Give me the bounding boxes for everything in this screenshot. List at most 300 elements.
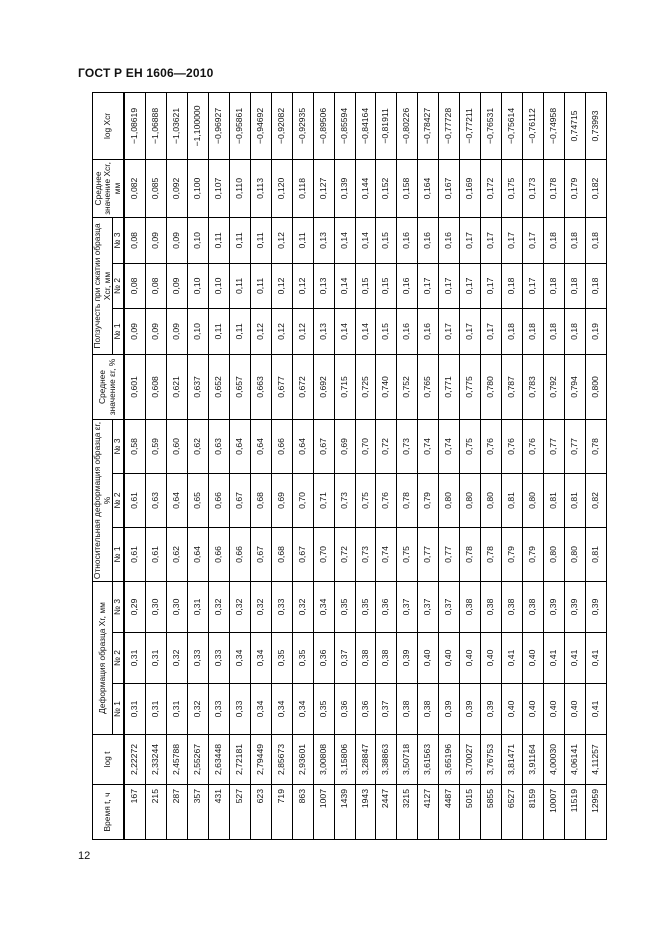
cell-mean-rel: 0,601 [124, 354, 146, 419]
cell-time: 719 [271, 785, 292, 840]
cell-creep-2: 0,13 [313, 263, 334, 308]
table-row [585, 92, 606, 839]
header-relative-deformation-group: Относительная деформация образца εr, % [93, 419, 113, 581]
cell-mean-rel: 0,677 [271, 354, 292, 419]
cell-creep-1: 0,13 [313, 308, 334, 354]
cell-time: 5015 [460, 785, 481, 840]
cell-def-2: 0,38 [376, 633, 397, 684]
cell-creep-2: 0,08 [124, 263, 146, 308]
cell-def-1: 0,38 [418, 684, 439, 735]
cell-mean-creep: 0,152 [376, 159, 397, 217]
cell-def-2: 0,40 [418, 633, 439, 684]
cell-rel-3: 0,76 [502, 419, 523, 473]
cell-rel-3: 0,64 [250, 419, 271, 473]
cell-rel-3: 0,72 [376, 419, 397, 473]
cell-creep-2: 0,17 [439, 263, 460, 308]
cell-log-t: 4,06141 [565, 735, 586, 785]
cell-def-1: 0,40 [502, 684, 523, 735]
cell-creep-2: 0,17 [460, 263, 481, 308]
cell-log-t: 3,00808 [313, 735, 334, 785]
cell-mean-rel: 0,692 [313, 354, 334, 419]
cell-rel-1: 0,80 [544, 527, 565, 581]
cell-def-1: 0,36 [355, 684, 376, 735]
cell-log-xcr: −0,76531 [481, 92, 502, 159]
cell-time: 12959 [585, 785, 606, 840]
cell-def-1: 0,31 [166, 684, 187, 735]
cell-log-xcr: −0,81911 [376, 92, 397, 159]
cell-mean-rel: 0,608 [145, 354, 166, 419]
cell-log-t: 3,76753 [481, 735, 502, 785]
cell-rel-2: 0,64 [166, 473, 187, 527]
cell-rel-3: 0,70 [355, 419, 376, 473]
cell-creep-1: 0,19 [585, 308, 606, 354]
cell-log-xcr: −0,92082 [271, 92, 292, 159]
cell-time: 8159 [523, 785, 544, 840]
cell-creep-2: 0,12 [271, 263, 292, 308]
cell-rel-3: 0,77 [544, 419, 565, 473]
cell-creep-3: 0,17 [481, 217, 502, 263]
cell-creep-2: 0,14 [334, 263, 355, 308]
cell-creep-3: 0,09 [166, 217, 187, 263]
cell-creep-1: 0,15 [376, 308, 397, 354]
cell-def-2: 0,34 [229, 633, 250, 684]
header-creep-sample-1: № 1 [113, 308, 124, 354]
table-row [166, 92, 187, 839]
header-log-t: log t [93, 735, 124, 785]
cell-creep-1: 0,18 [523, 308, 544, 354]
cell-rel-3: 0,62 [187, 419, 208, 473]
table-row [481, 92, 502, 839]
cell-rel-2: 0,66 [208, 473, 229, 527]
cell-time: 357 [187, 785, 208, 840]
cell-rel-2: 0,71 [313, 473, 334, 527]
cell-mean-rel: 0,725 [355, 354, 376, 419]
table-row [439, 92, 460, 839]
cell-creep-1: 0,18 [502, 308, 523, 354]
cell-mean-creep: 0,164 [418, 159, 439, 217]
cell-log-xcr: −0,77211 [460, 92, 481, 159]
cell-mean-creep: 0,113 [250, 159, 271, 217]
cell-rel-1: 0,70 [313, 527, 334, 581]
cell-log-xcr: −0,76112 [523, 92, 544, 159]
table-body [124, 92, 607, 839]
cell-def-2: 0,41 [585, 633, 606, 684]
cell-rel-3: 0,60 [166, 419, 187, 473]
cell-mean-rel: 0,715 [334, 354, 355, 419]
cell-mean-creep: 0,182 [585, 159, 606, 217]
cell-def-3: 0,38 [481, 581, 502, 632]
cell-creep-1: 0,16 [418, 308, 439, 354]
cell-creep-1: 0,09 [166, 308, 187, 354]
cell-log-t: 2,79449 [250, 735, 271, 785]
cell-def-1: 0,33 [229, 684, 250, 735]
cell-rel-1: 0,80 [565, 527, 586, 581]
cell-creep-3: 0,18 [544, 217, 565, 263]
cell-def-2: 0,37 [334, 633, 355, 684]
cell-mean-rel: 0,740 [376, 354, 397, 419]
cell-log-xcr: −0,94692 [250, 92, 271, 159]
cell-rel-3: 0,74 [439, 419, 460, 473]
cell-rel-3: 0,69 [334, 419, 355, 473]
cell-log-t: 2,55267 [187, 735, 208, 785]
cell-mean-creep: 0,110 [229, 159, 250, 217]
cell-creep-2: 0,11 [250, 263, 271, 308]
cell-log-t: 2,33244 [145, 735, 166, 785]
cell-log-t: 2,22272 [124, 735, 146, 785]
cell-def-1: 0,32 [187, 684, 208, 735]
cell-creep-3: 0,18 [565, 217, 586, 263]
cell-rel-2: 0,70 [292, 473, 313, 527]
cell-rel-2: 0,73 [334, 473, 355, 527]
cell-def-3: 0,38 [523, 581, 544, 632]
cell-def-1: 0,36 [334, 684, 355, 735]
cell-log-t: 2,72181 [229, 735, 250, 785]
cell-mean-rel: 0,780 [481, 354, 502, 419]
cell-rel-3: 0,63 [208, 419, 229, 473]
cell-log-xcr: −0,89506 [313, 92, 334, 159]
table-row [334, 92, 355, 839]
cell-mean-creep: 0,107 [208, 159, 229, 217]
table-row [208, 92, 229, 839]
cell-creep-1: 0,12 [250, 308, 271, 354]
header-deformation-group: Деформация образца Xr, мм [93, 581, 113, 734]
cell-creep-2: 0,15 [355, 263, 376, 308]
cell-log-xcr: 0,73993 [585, 92, 606, 159]
cell-creep-1: 0,10 [187, 308, 208, 354]
cell-mean-creep: 0,118 [292, 159, 313, 217]
cell-creep-3: 0,17 [460, 217, 481, 263]
cell-time: 3215 [397, 785, 418, 840]
header-rel-sample-3: № 3 [113, 419, 124, 473]
cell-def-2: 0,41 [544, 633, 565, 684]
header-creep-group: Ползучесть при сжатии образца Xcr, мм [93, 217, 113, 354]
cell-log-t: 2,93601 [292, 735, 313, 785]
cell-time: 4487 [439, 785, 460, 840]
cell-mean-creep: 0,120 [271, 159, 292, 217]
cell-creep-3: 0,17 [502, 217, 523, 263]
cell-mean-rel: 0,783 [523, 354, 544, 419]
table-row [355, 92, 376, 839]
cell-time: 287 [166, 785, 187, 840]
table-row [229, 92, 250, 839]
cell-creep-3: 0,17 [523, 217, 544, 263]
cell-def-1: 0,38 [397, 684, 418, 735]
cell-creep-2: 0,18 [544, 263, 565, 308]
cell-mean-rel: 0,652 [208, 354, 229, 419]
cell-def-3: 0,39 [544, 581, 565, 632]
cell-creep-1: 0,14 [355, 308, 376, 354]
cell-creep-1: 0,12 [271, 308, 292, 354]
cell-creep-2: 0,17 [523, 263, 544, 308]
cell-rel-2: 0,78 [397, 473, 418, 527]
cell-log-t: 3,65196 [439, 735, 460, 785]
cell-creep-1: 0,11 [229, 308, 250, 354]
cell-rel-1: 0,72 [334, 527, 355, 581]
cell-time: 167 [124, 785, 146, 840]
cell-log-t: 3,38863 [376, 735, 397, 785]
cell-mean-rel: 0,771 [439, 354, 460, 419]
cell-rel-2: 0,67 [229, 473, 250, 527]
cell-log-t: 3,81471 [502, 735, 523, 785]
cell-log-t: 3,15806 [334, 735, 355, 785]
cell-rel-1: 0,64 [187, 527, 208, 581]
cell-creep-1: 0,17 [460, 308, 481, 354]
cell-rel-2: 0,81 [565, 473, 586, 527]
cell-def-2: 0,41 [502, 633, 523, 684]
table-row [418, 92, 439, 839]
cell-rel-3: 0,77 [565, 419, 586, 473]
cell-creep-1: 0,09 [145, 308, 166, 354]
cell-creep-2: 0,08 [145, 263, 166, 308]
cell-rel-2: 0,75 [355, 473, 376, 527]
cell-creep-1: 0,17 [439, 308, 460, 354]
cell-creep-2: 0,11 [229, 263, 250, 308]
cell-creep-3: 0,16 [418, 217, 439, 263]
cell-def-1: 0,40 [565, 684, 586, 735]
cell-rel-2: 0,68 [250, 473, 271, 527]
cell-log-xcr: −0,78427 [418, 92, 439, 159]
cell-creep-3: 0,11 [208, 217, 229, 263]
cell-log-xcr: −1,08619 [124, 92, 146, 159]
cell-def-2: 0,33 [187, 633, 208, 684]
cell-rel-3: 0,58 [124, 419, 146, 473]
cell-mean-creep: 0,144 [355, 159, 376, 217]
cell-log-t: 3,70027 [460, 735, 481, 785]
cell-creep-1: 0,14 [334, 308, 355, 354]
cell-creep-2: 0,15 [376, 263, 397, 308]
cell-log-t: 4,00030 [544, 735, 565, 785]
cell-log-xcr: −0,74958 [544, 92, 565, 159]
cell-mean-creep: 0,082 [124, 159, 146, 217]
table-row [376, 92, 397, 839]
cell-def-3: 0,32 [250, 581, 271, 632]
table-row [313, 92, 334, 839]
cell-def-1: 0,35 [313, 684, 334, 735]
cell-creep-1: 0,18 [544, 308, 565, 354]
cell-def-1: 0,34 [250, 684, 271, 735]
cell-log-xcr: −0,92935 [292, 92, 313, 159]
cell-time: 431 [208, 785, 229, 840]
creep-data-table [92, 92, 607, 840]
header-time: Время t, ч [93, 785, 124, 840]
cell-rel-1: 0,66 [229, 527, 250, 581]
cell-creep-2: 0,16 [397, 263, 418, 308]
cell-mean-creep: 0,167 [439, 159, 460, 217]
cell-mean-creep: 0,100 [187, 159, 208, 217]
cell-mean-creep: 0,178 [544, 159, 565, 217]
cell-creep-3: 0,09 [145, 217, 166, 263]
page-number: 12 [78, 850, 91, 862]
header-creep-sample-3: № 3 [113, 217, 124, 263]
cell-def-1: 0,37 [376, 684, 397, 735]
cell-def-2: 0,32 [166, 633, 187, 684]
cell-log-t: 2,45788 [166, 735, 187, 785]
cell-log-xcr: −0,85594 [334, 92, 355, 159]
cell-log-xcr: 0,74715 [565, 92, 586, 159]
cell-def-2: 0,40 [439, 633, 460, 684]
header-rel-sample-2: № 2 [113, 473, 124, 527]
cell-def-3: 0,33 [271, 581, 292, 632]
cell-creep-2: 0,12 [292, 263, 313, 308]
cell-creep-3: 0,13 [313, 217, 334, 263]
table-row [544, 92, 565, 839]
cell-def-1: 0,40 [544, 684, 565, 735]
cell-rel-2: 0,81 [544, 473, 565, 527]
cell-def-3: 0,32 [292, 581, 313, 632]
cell-time: 1943 [355, 785, 376, 840]
cell-def-2: 0,31 [124, 633, 146, 684]
cell-def-3: 0,32 [208, 581, 229, 632]
cell-rel-3: 0,66 [271, 419, 292, 473]
cell-def-2: 0,31 [145, 633, 166, 684]
cell-rel-3: 0,67 [313, 419, 334, 473]
table-row [397, 92, 418, 839]
cell-mean-creep: 0,179 [565, 159, 586, 217]
cell-rel-3: 0,76 [523, 419, 544, 473]
cell-log-xcr: −0,96927 [208, 92, 229, 159]
cell-def-2: 0,34 [250, 633, 271, 684]
cell-def-3: 0,36 [376, 581, 397, 632]
cell-rel-2: 0,61 [124, 473, 146, 527]
cell-def-3: 0,37 [439, 581, 460, 632]
table-row [460, 92, 481, 839]
cell-mean-rel: 0,792 [544, 354, 565, 419]
cell-def-3: 0,35 [355, 581, 376, 632]
header-def-sample-3: № 3 [113, 581, 124, 632]
cell-creep-1: 0,16 [397, 308, 418, 354]
cell-rel-1: 0,73 [355, 527, 376, 581]
cell-creep-2: 0,09 [166, 263, 187, 308]
cell-rel-1: 0,78 [481, 527, 502, 581]
cell-def-3: 0,39 [585, 581, 606, 632]
cell-log-t: 3,91164 [523, 735, 544, 785]
table-row [523, 92, 544, 839]
cell-def-3: 0,30 [145, 581, 166, 632]
cell-def-2: 0,33 [208, 633, 229, 684]
table-row [187, 92, 208, 839]
cell-mean-creep: 0,172 [481, 159, 502, 217]
cell-mean-rel: 0,794 [565, 354, 586, 419]
cell-creep-2: 0,18 [585, 263, 606, 308]
cell-log-t: 3,61563 [418, 735, 439, 785]
rotated-table-container [92, 93, 607, 840]
cell-def-2: 0,40 [481, 633, 502, 684]
cell-rel-1: 0,77 [439, 527, 460, 581]
cell-rel-2: 0,82 [585, 473, 606, 527]
cell-creep-1: 0,17 [481, 308, 502, 354]
table-row [145, 92, 166, 839]
cell-time: 4127 [418, 785, 439, 840]
cell-rel-1: 0,67 [292, 527, 313, 581]
cell-rel-2: 0,80 [523, 473, 544, 527]
cell-def-1: 0,33 [208, 684, 229, 735]
cell-log-xcr: −1,06888 [145, 92, 166, 159]
cell-rel-1: 0,67 [250, 527, 271, 581]
cell-mean-rel: 0,752 [397, 354, 418, 419]
cell-rel-3: 0,73 [397, 419, 418, 473]
cell-mean-creep: 0,127 [313, 159, 334, 217]
cell-mean-rel: 0,657 [229, 354, 250, 419]
cell-creep-2: 0,17 [481, 263, 502, 308]
cell-rel-3: 0,78 [585, 419, 606, 473]
cell-creep-3: 0,10 [187, 217, 208, 263]
cell-def-1: 0,39 [439, 684, 460, 735]
cell-def-3: 0,39 [565, 581, 586, 632]
cell-time: 863 [292, 785, 313, 840]
cell-rel-2: 0,76 [376, 473, 397, 527]
header-creep-sample-2: № 2 [113, 263, 124, 308]
cell-creep-2: 0,17 [418, 263, 439, 308]
cell-log-xcr: −1,100000 [187, 92, 208, 159]
cell-time: 5855 [481, 785, 502, 840]
cell-creep-3: 0,14 [334, 217, 355, 263]
cell-rel-3: 0,75 [460, 419, 481, 473]
cell-mean-creep: 0,169 [460, 159, 481, 217]
cell-time: 1007 [313, 785, 334, 840]
cell-time: 527 [229, 785, 250, 840]
cell-creep-3: 0,14 [355, 217, 376, 263]
cell-log-t: 2,85673 [271, 735, 292, 785]
table-row [502, 92, 523, 839]
header-def-sample-1: № 1 [113, 684, 124, 735]
cell-creep-3: 0,16 [439, 217, 460, 263]
cell-rel-2: 0,69 [271, 473, 292, 527]
cell-def-3: 0,32 [229, 581, 250, 632]
header-mean-creep: Среднее значение Xcr, мм [93, 159, 124, 217]
cell-rel-1: 0,61 [124, 527, 146, 581]
cell-rel-3: 0,76 [481, 419, 502, 473]
cell-def-3: 0,37 [397, 581, 418, 632]
cell-def-2: 0,35 [292, 633, 313, 684]
cell-creep-2: 0,10 [187, 263, 208, 308]
cell-log-xcr: −1,03621 [166, 92, 187, 159]
cell-log-xcr: −0,77728 [439, 92, 460, 159]
cell-creep-1: 0,11 [208, 308, 229, 354]
cell-mean-rel: 0,765 [418, 354, 439, 419]
cell-creep-3: 0,08 [124, 217, 146, 263]
cell-def-1: 0,34 [271, 684, 292, 735]
cell-mean-creep: 0,173 [523, 159, 544, 217]
cell-rel-2: 0,80 [481, 473, 502, 527]
cell-def-1: 0,31 [145, 684, 166, 735]
cell-rel-2: 0,79 [418, 473, 439, 527]
cell-def-2: 0,36 [313, 633, 334, 684]
cell-def-3: 0,29 [124, 581, 146, 632]
cell-def-3: 0,37 [418, 581, 439, 632]
cell-rel-1: 0,81 [585, 527, 606, 581]
cell-rel-1: 0,62 [166, 527, 187, 581]
header-log-xcr: log Xcr [93, 92, 124, 159]
table-row [292, 92, 313, 839]
cell-rel-1: 0,61 [145, 527, 166, 581]
cell-rel-1: 0,79 [523, 527, 544, 581]
cell-mean-rel: 0,775 [460, 354, 481, 419]
table-row [271, 92, 292, 839]
cell-rel-2: 0,80 [460, 473, 481, 527]
cell-time: 1439 [334, 785, 355, 840]
cell-def-1: 0,41 [585, 684, 606, 735]
cell-rel-1: 0,79 [502, 527, 523, 581]
cell-def-3: 0,34 [313, 581, 334, 632]
cell-log-xcr: −0,84164 [355, 92, 376, 159]
cell-rel-2: 0,65 [187, 473, 208, 527]
cell-time: 10007 [544, 785, 565, 840]
cell-log-t: 4,11257 [585, 735, 606, 785]
cell-rel-3: 0,74 [418, 419, 439, 473]
cell-mean-rel: 0,637 [187, 354, 208, 419]
cell-rel-3: 0,64 [292, 419, 313, 473]
cell-def-2: 0,39 [397, 633, 418, 684]
